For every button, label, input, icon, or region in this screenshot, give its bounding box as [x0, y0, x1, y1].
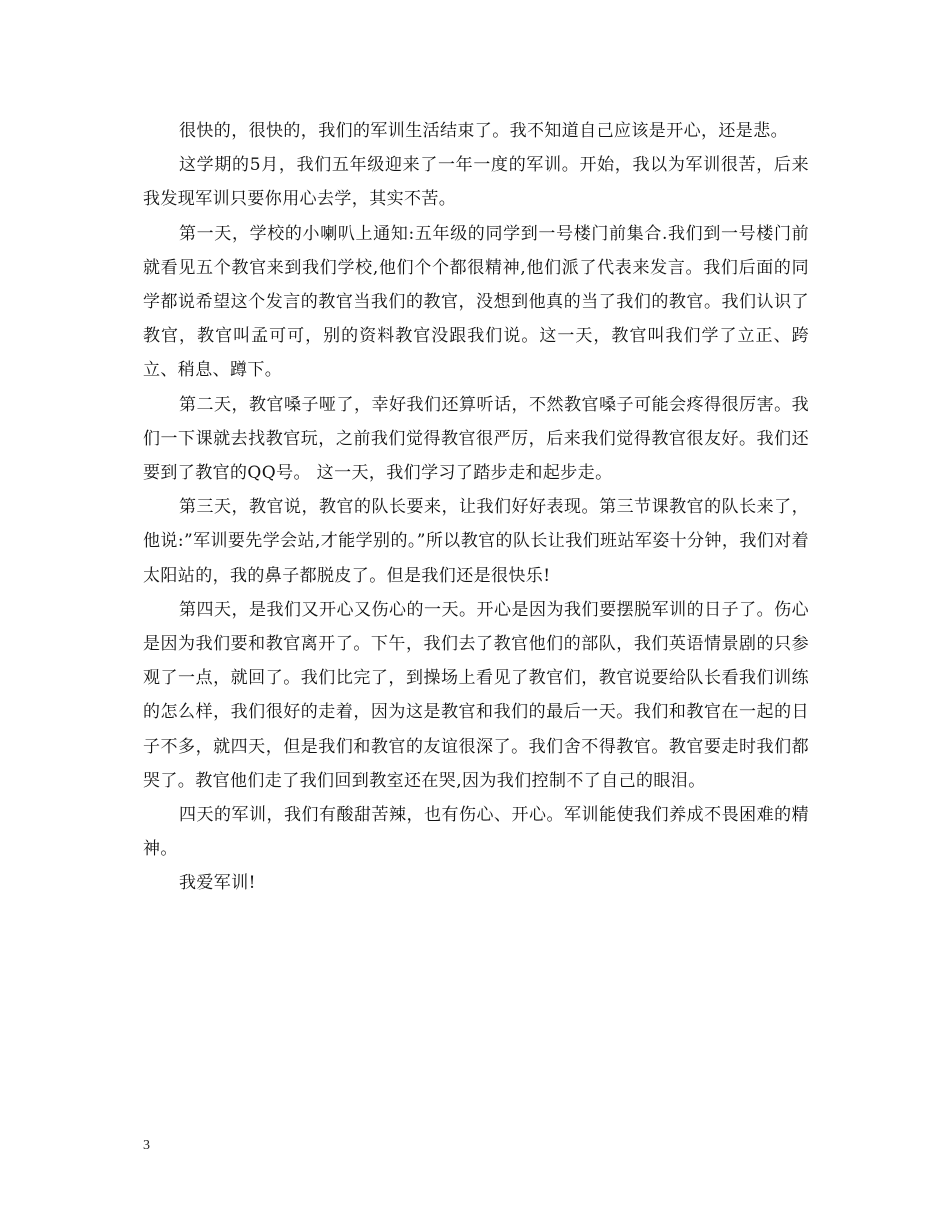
paragraph-4: 第二天，教官嗓子哑了，幸好我们还算听话，不然教官嗓子可能会疼得很厉害。我们一下课就去找教官玩，之前我们觉得教官很严厉，后来我们觉得教官很友好。我们还要到了教官的QQ号。 这一天，我们学习了踏步走和起步走。 [143, 394, 809, 484]
paragraph-8: 我爱军训! [179, 873, 256, 894]
paragraph-2: 这学期的5月，我们五年级迎来了一年一度的军训。开始，我以为军训很苦，后来我发现军训只要你用心去学，其实不苦。 [143, 155, 809, 210]
paragraph-6: 第四天，是我们又开心又伤心的一天。开心是因为我们要摆脱军训的日子了。伤心是因为我们要和教官离开了。下午，我们去了教官他们的部队，我们英语情景剧的只参观了一点，就回了。我们比完了，到操场上看见了教官们，教官说要给队长看我们训练的怎么样，我们很好的走着，因为这是教官和我们的最后一天。我们和教官在一起的日子不多，就四天，但是我们和教官的友谊很深了。我们舍不得教官。教官要走时我们都哭了。教官他们走了我们回到教室还在哭,因为我们控制不了自己的眼泪。 [143, 599, 809, 791]
paragraph-1: 很快的，很快的，我们的军训生活结束了。我不知道自己应该是开心，还是悲。 [179, 121, 788, 141]
paragraph-5: 第三天，教官说，教官的队长要来，让我们好好表现。第三节课教官的队长来了，他说:”军训要先学会站,才能学别的。”所以教官的队长让我们班站军姿十分钟，我们对着太阳站的，我的鼻子都脱皮了。但是我们还是很快乐! [143, 497, 809, 586]
document-body [143, 114, 809, 901]
paragraph-3: 第一天，学校的小喇叭上通知:五年级的同学到一号楼门前集合.我们到一号楼门前就看见五个教官来到我们学校,他们个个都很精神,他们派了代表来发言。我们后面的同学都说希望这个发言的教官当我们的教官，没想到他真的当了我们的教官。我们认识了教官，教官叫孟可可，别的资料教官没跟我们说。这一天，教官叫我们学了立正、跨立、稍息、蹲下。 [143, 223, 809, 381]
page-number: 3 [143, 1138, 150, 1153]
paragraph-7: 四天的军训，我们有酸甜苦辣，也有伤心、开心。军训能使我们养成不畏困难的精神。 [143, 805, 809, 860]
